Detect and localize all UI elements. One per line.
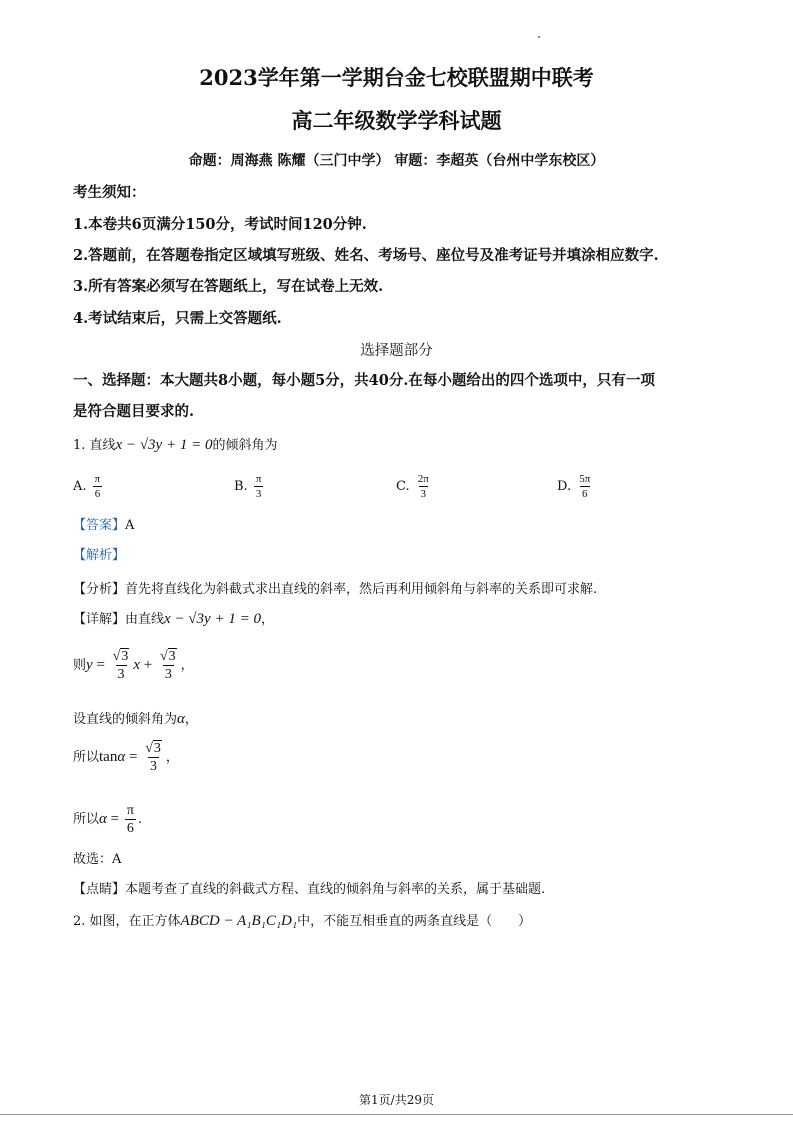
stem-suffix: 的倾斜角为	[212, 438, 278, 453]
section-instruction: 是符合题目要求的.	[73, 403, 195, 420]
plus-sign: +	[140, 657, 156, 673]
frac-num: π	[126, 803, 134, 818]
answer-value: A	[125, 518, 135, 533]
fenxi-tag: 【分析】	[73, 582, 126, 597]
question-number: 2. 如图，在正方体	[73, 914, 181, 929]
option-letter: D.	[557, 479, 572, 494]
page-footer: 第1页/共29页	[359, 1093, 434, 1107]
choose-line: 故选：A	[73, 852, 122, 867]
frac-den: 3	[117, 667, 125, 682]
notice-item: 3.所有答案必须写在答题纸上，写在试卷上无效.	[73, 278, 384, 295]
var-y: y	[86, 657, 93, 673]
cube-name: ABCD − A₁B₁C₁D₁	[180, 913, 298, 929]
frac-den: 6	[94, 488, 101, 500]
answer-tag: 【答案】	[73, 518, 126, 533]
frac-den: 3	[420, 488, 427, 500]
section-label: 选择题部分	[360, 343, 433, 359]
notice-item: 2.答题前，在答题卷指定区域填写班级、姓名、考场号、座位号及准考证号并填涂相应数字.	[73, 247, 659, 264]
equals-sign: =	[125, 749, 142, 765]
option-fraction	[254, 472, 264, 501]
notice-item: 4.考试结束后，只需上交答题纸.	[73, 310, 282, 327]
option-letter: B.	[234, 479, 248, 494]
option-fraction	[416, 472, 431, 501]
question-1-stem	[73, 434, 277, 454]
equals-sign: =	[92, 657, 109, 673]
radicand: 3	[153, 741, 161, 756]
exam-title: 2023学年第一学期台金七校联盟期中联考	[199, 65, 594, 90]
option-c	[396, 472, 433, 501]
fenxi-text: 首先将直线化为斜截式求出直线的斜率，然后再利用倾斜角与斜率的关系即可求解.	[125, 582, 598, 597]
radicand: 3	[168, 649, 176, 664]
frac-den: 3	[164, 667, 172, 682]
punct: ，	[184, 712, 198, 727]
radicand: 3	[121, 649, 129, 664]
frac-num	[143, 740, 164, 757]
option-letter: A.	[73, 479, 87, 494]
option-d	[557, 472, 594, 501]
question-number: 1. 直线	[73, 438, 116, 453]
set-text: 设直线的倾斜角为	[73, 712, 178, 727]
frac-num: π	[255, 473, 262, 485]
comment-line	[73, 878, 545, 897]
exam-subtitle: 高二年级数学学科试题	[291, 108, 502, 133]
answer-line	[73, 514, 134, 533]
tan-function: tan	[99, 749, 118, 765]
punct: .	[137, 812, 143, 827]
alpha-symbol: α	[177, 711, 185, 727]
alpha-symbol: α	[117, 749, 126, 765]
frac-den: 6	[582, 488, 588, 500]
detail-text: 由直线	[125, 612, 165, 627]
analysis-tag: 【解析】	[73, 548, 126, 563]
option-b	[234, 472, 265, 501]
section-instruction: 一、选择题：本大题共8小题，每小题5分，共40分.在每小题给出的四个选项中，只有一项	[73, 372, 655, 389]
bottom-rule	[0, 1114, 793, 1115]
alpha-result-line	[73, 802, 142, 837]
then-label: 则	[73, 658, 87, 673]
frac-num	[158, 648, 179, 665]
sqrt-symbol: √3	[112, 649, 129, 664]
fraction-pi-over-6	[125, 802, 136, 837]
notice-item: 1.本卷共6页满分150分，考试时间120分钟.	[73, 216, 367, 233]
so-label: 所以	[73, 812, 100, 827]
fraction-sqrt3-over-3	[143, 740, 164, 775]
slope-intercept-line	[73, 648, 194, 683]
frac-num	[111, 648, 132, 665]
line-equation: x − √3y + 1 = 0	[115, 437, 213, 453]
detail-line	[73, 608, 274, 628]
option-letter: C.	[396, 479, 410, 494]
punct: ，	[180, 658, 194, 673]
fraction-sqrt3-over-3	[158, 648, 179, 683]
question-2-stem	[73, 910, 531, 930]
punct: ，	[165, 750, 179, 765]
so-label: 所以	[73, 750, 100, 765]
alpha-symbol: α	[99, 811, 107, 827]
set-alpha-line	[73, 708, 198, 728]
option-a	[73, 472, 104, 501]
scan-speck	[538, 36, 540, 38]
frac-num: 5π	[579, 473, 591, 485]
comment-text: 本题考查了直线的斜截式方程、直线的倾斜角与斜率的关系，属于基础题.	[125, 882, 546, 897]
exam-authors: 命题：周海燕 陈耀（三门中学） 审题：李超英（台州中学东校区）	[188, 153, 605, 169]
sqrt-symbol: √3	[145, 741, 161, 756]
sqrt-symbol: √3	[159, 649, 176, 664]
frac-num: 2π	[417, 473, 429, 485]
fenxi-line	[73, 578, 597, 597]
notice-heading: 考生须知：	[73, 184, 146, 201]
stem-suffix: 中，不能互相垂直的两条直线是（ ）	[297, 914, 532, 929]
frac-den: 3	[150, 759, 158, 774]
punct: ，	[260, 612, 274, 627]
option-fraction	[577, 472, 592, 501]
frac-den: 6	[126, 821, 134, 836]
frac-num: π	[94, 473, 101, 485]
line-equation: x − √3y + 1 = 0	[164, 611, 261, 627]
var-x: x	[133, 657, 141, 673]
detail-tag: 【详解】	[73, 612, 126, 627]
tan-line	[73, 740, 179, 775]
frac-den: 3	[255, 488, 262, 500]
equals-sign: =	[106, 811, 123, 827]
comment-tag: 【点睛】	[73, 882, 126, 897]
option-fraction	[93, 472, 103, 501]
fraction-sqrt3-over-3	[111, 648, 132, 683]
